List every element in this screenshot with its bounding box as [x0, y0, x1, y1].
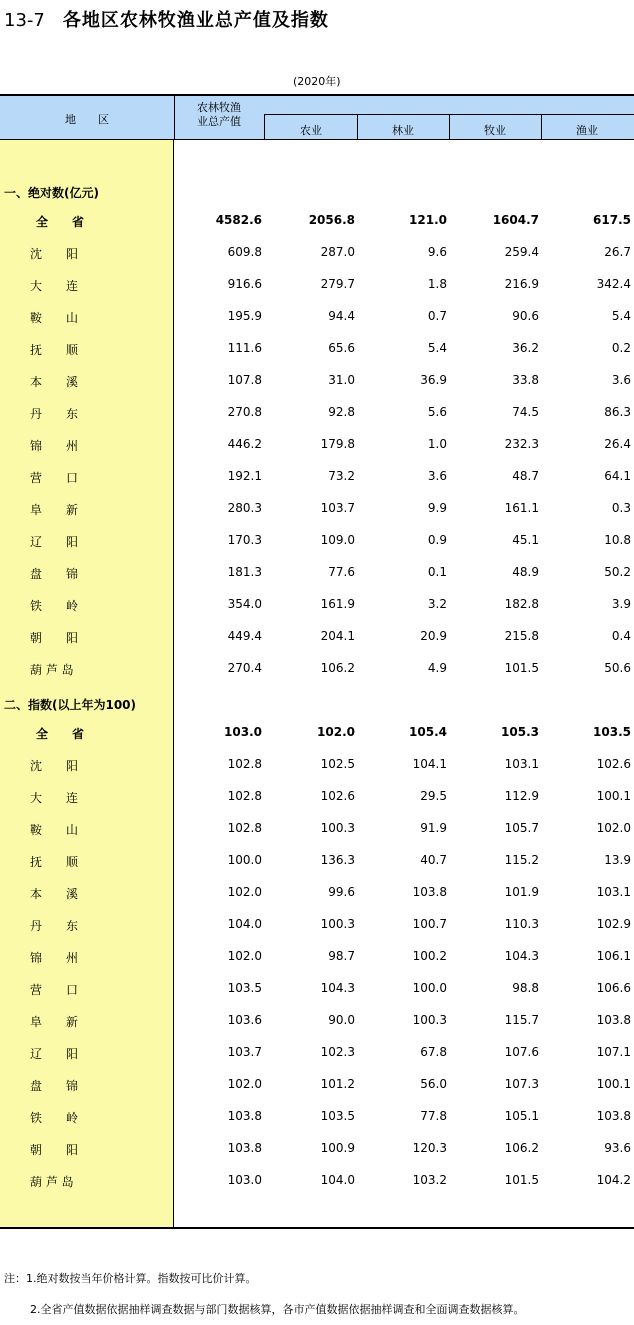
table-row — [0, 652, 634, 684]
cell-agri: 103.7 — [320, 501, 355, 515]
cell-agri: 73.2 — [328, 469, 355, 483]
region-name: 辽 阳 — [30, 535, 79, 549]
region-name: 本 溪 — [30, 375, 79, 389]
table-row — [0, 812, 634, 844]
region-name: 阜 新 — [30, 503, 79, 517]
cell-fish: 13.9 — [604, 853, 631, 867]
cell-agri: 100.3 — [320, 821, 355, 835]
table-row — [0, 1004, 634, 1036]
cell-fish: 617.5 — [593, 213, 631, 227]
cell-fish: 106.6 — [596, 981, 631, 995]
cell-total: 107.8 — [227, 373, 262, 387]
cell-total: 270.8 — [227, 405, 262, 419]
cell-agri: 101.2 — [320, 1077, 355, 1091]
table-row — [0, 940, 634, 972]
cell-agri: 103.5 — [320, 1109, 355, 1123]
table-row — [0, 524, 634, 556]
note-2: 2.全省产值数据依据抽样调查数据与部门数据核算，各市产值数据依据抽样调查和全面调查数据核算。 — [30, 1303, 525, 1316]
cell-fish: 104.2 — [596, 1173, 631, 1187]
header-total-line2: 业总产值 — [197, 115, 241, 128]
cell-total: 446.2 — [227, 437, 262, 451]
cell-animal: 216.9 — [504, 277, 539, 291]
region-name: 全 省 — [36, 215, 85, 229]
cell-forest: 9.9 — [427, 501, 447, 515]
cell-agri: 90.0 — [328, 1013, 355, 1027]
cell-animal: 107.6 — [504, 1045, 539, 1059]
cell-forest: 104.1 — [412, 757, 447, 771]
cell-fish: 26.4 — [604, 437, 631, 451]
table-row — [0, 876, 634, 908]
region-name: 葫 芦 岛 — [30, 663, 74, 677]
cell-agri: 94.4 — [328, 309, 355, 323]
region-name: 朝 阳 — [30, 1143, 79, 1157]
region-name: 盘 锦 — [30, 1079, 79, 1093]
region-name: 营 口 — [30, 471, 79, 485]
cell-agri: 104.0 — [320, 1173, 355, 1187]
cell-fish: 10.8 — [604, 533, 631, 547]
cell-forest: 120.3 — [412, 1141, 447, 1155]
table-row — [0, 492, 634, 524]
cell-fish: 103.8 — [596, 1109, 631, 1123]
region-name: 朝 阳 — [30, 631, 79, 645]
cell-total: 192.1 — [227, 469, 262, 483]
cell-agri: 104.3 — [320, 981, 355, 995]
region-name: 阜 新 — [30, 1015, 79, 1029]
cell-total: 916.6 — [227, 277, 262, 291]
cell-fish: 100.1 — [596, 789, 631, 803]
cell-fish: 50.2 — [604, 565, 631, 579]
cell-fish: 5.4 — [611, 309, 631, 323]
cell-agri: 102.5 — [320, 757, 355, 771]
cell-agri: 109.0 — [320, 533, 355, 547]
header-agriculture: 农业 — [300, 124, 322, 137]
cell-fish: 0.3 — [611, 501, 631, 515]
section-label: 二、指数(以上年为100) — [4, 698, 137, 712]
region-name: 铁 岭 — [30, 1111, 79, 1125]
cell-total: 195.9 — [227, 309, 262, 323]
cell-total: 104.0 — [227, 917, 262, 931]
table-row — [0, 1164, 634, 1196]
cell-forest: 100.7 — [412, 917, 447, 931]
cell-agri: 102.0 — [317, 725, 355, 739]
cell-animal: 98.8 — [512, 981, 539, 995]
cell-fish: 93.6 — [604, 1141, 631, 1155]
table-row — [0, 1100, 634, 1132]
table-number: 13-7 — [4, 10, 45, 31]
cell-total: 449.4 — [227, 629, 262, 643]
cell-total: 103.8 — [227, 1109, 262, 1123]
table-row — [0, 908, 634, 940]
cell-agri: 92.8 — [328, 405, 355, 419]
cell-fish: 102.6 — [596, 757, 631, 771]
cell-forest: 0.9 — [427, 533, 447, 547]
cell-agri: 31.0 — [328, 373, 355, 387]
cell-forest: 77.8 — [420, 1109, 447, 1123]
cell-total: 103.5 — [227, 981, 262, 995]
cell-animal: 104.3 — [504, 949, 539, 963]
cell-forest: 0.7 — [427, 309, 447, 323]
region-name: 抚 顺 — [30, 855, 79, 869]
cell-agri: 106.2 — [320, 661, 355, 675]
cell-animal: 33.8 — [512, 373, 539, 387]
cell-animal: 105.7 — [504, 821, 539, 835]
cell-agri: 287.0 — [320, 245, 355, 259]
table-row — [0, 268, 634, 300]
table-row — [0, 1036, 634, 1068]
cell-fish: 103.8 — [596, 1013, 631, 1027]
cell-total: 103.7 — [227, 1045, 262, 1059]
table-row — [0, 556, 634, 588]
cell-forest: 0.1 — [427, 565, 447, 579]
cell-animal: 101.9 — [504, 885, 539, 899]
region-name: 丹 东 — [30, 919, 79, 933]
region-name: 沈 阳 — [30, 247, 79, 261]
cell-animal: 48.7 — [512, 469, 539, 483]
cell-fish: 102.9 — [596, 917, 631, 931]
cell-animal: 107.3 — [504, 1077, 539, 1091]
region-name: 营 口 — [30, 983, 79, 997]
cell-fish: 106.1 — [596, 949, 631, 963]
region-name: 大 连 — [30, 791, 79, 805]
cell-fish: 342.4 — [596, 277, 631, 291]
cell-fish: 0.4 — [611, 629, 631, 643]
header-fishery: 渔业 — [576, 124, 598, 137]
header-total — [176, 101, 262, 129]
region-name: 本 溪 — [30, 887, 79, 901]
cell-total: 103.0 — [227, 1173, 262, 1187]
region-name: 鞍 山 — [30, 823, 79, 837]
cell-total: 102.8 — [227, 789, 262, 803]
cell-animal: 112.9 — [504, 789, 539, 803]
region-name: 辽 阳 — [30, 1047, 79, 1061]
table-row — [0, 780, 634, 812]
header-region: 地 区 — [65, 113, 109, 126]
cell-fish: 102.0 — [596, 821, 631, 835]
cell-fish: 26.7 — [604, 245, 631, 259]
cell-animal: 45.1 — [512, 533, 539, 547]
cell-animal: 161.1 — [504, 501, 539, 515]
region-name: 沈 阳 — [30, 759, 79, 773]
cell-forest: 4.9 — [427, 661, 447, 675]
cell-forest: 67.8 — [420, 1045, 447, 1059]
cell-fish: 3.9 — [611, 597, 631, 611]
cell-animal: 115.2 — [504, 853, 539, 867]
cell-total: 270.4 — [227, 661, 262, 675]
cell-animal: 103.1 — [504, 757, 539, 771]
region-name: 丹 东 — [30, 407, 79, 421]
region-name: 盘 锦 — [30, 567, 79, 581]
region-name: 大 连 — [30, 279, 79, 293]
cell-animal: 182.8 — [504, 597, 539, 611]
cell-animal: 105.3 — [501, 725, 539, 739]
cell-fish: 103.1 — [596, 885, 631, 899]
region-name: 全 省 — [36, 727, 85, 741]
cell-forest: 1.0 — [427, 437, 447, 451]
cell-fish: 3.6 — [611, 373, 631, 387]
cell-total: 103.8 — [227, 1141, 262, 1155]
cell-agri: 65.6 — [328, 341, 355, 355]
region-name: 葫 芦 岛 — [30, 1175, 74, 1189]
cell-forest: 56.0 — [420, 1077, 447, 1091]
header-animal: 牧业 — [484, 124, 506, 137]
cell-total: 102.8 — [227, 821, 262, 835]
cell-agri: 100.9 — [320, 1141, 355, 1155]
cell-total: 103.0 — [224, 725, 262, 739]
table-row — [0, 588, 634, 620]
cell-agri: 279.7 — [320, 277, 355, 291]
cell-forest: 105.4 — [409, 725, 447, 739]
cell-animal: 259.4 — [504, 245, 539, 259]
cell-forest: 121.0 — [409, 213, 447, 227]
cell-fish: 64.1 — [604, 469, 631, 483]
cell-agri: 98.7 — [328, 949, 355, 963]
cell-forest: 5.6 — [427, 405, 447, 419]
cell-total: 103.6 — [227, 1013, 262, 1027]
cell-agri: 77.6 — [328, 565, 355, 579]
region-name: 锦 州 — [30, 439, 79, 453]
cell-forest: 36.9 — [420, 373, 447, 387]
table-row — [0, 1132, 634, 1164]
cell-animal: 106.2 — [504, 1141, 539, 1155]
table-row — [0, 204, 634, 236]
cell-forest: 91.9 — [420, 821, 447, 835]
cell-total: 100.0 — [227, 853, 262, 867]
cell-forest: 40.7 — [420, 853, 447, 867]
cell-animal: 105.1 — [504, 1109, 539, 1123]
cell-agri: 161.9 — [320, 597, 355, 611]
header-total-line1: 农林牧渔 — [197, 101, 241, 114]
cell-forest: 20.9 — [420, 629, 447, 643]
cell-total: 102.0 — [227, 1077, 262, 1091]
cell-total: 280.3 — [227, 501, 262, 515]
cell-total: 102.0 — [227, 885, 262, 899]
cell-agri: 2056.8 — [308, 213, 355, 227]
cell-agri: 204.1 — [320, 629, 355, 643]
table-row — [0, 332, 634, 364]
cell-agri: 102.3 — [320, 1045, 355, 1059]
cell-total: 609.8 — [227, 245, 262, 259]
cell-forest: 100.3 — [412, 1013, 447, 1027]
cell-forest: 103.8 — [412, 885, 447, 899]
table-row — [0, 620, 634, 652]
cell-total: 102.0 — [227, 949, 262, 963]
page-title — [4, 6, 329, 32]
cell-animal: 90.6 — [512, 309, 539, 323]
table-row — [0, 844, 634, 876]
cell-animal: 101.5 — [504, 661, 539, 675]
table-title: 各地区农林牧渔业总产值及指数 — [62, 10, 329, 31]
cell-fish: 0.2 — [611, 341, 631, 355]
table-row — [0, 236, 634, 268]
note-1: 注：1.绝对数按当年价格计算。指数按可比价计算。 — [4, 1272, 257, 1285]
cell-forest: 100.0 — [412, 981, 447, 995]
header-divider — [174, 96, 175, 140]
cell-animal: 74.5 — [512, 405, 539, 419]
table-row — [0, 364, 634, 396]
cell-fish: 107.1 — [596, 1045, 631, 1059]
table-header — [0, 94, 634, 140]
cell-forest: 9.6 — [427, 245, 447, 259]
cell-forest: 3.6 — [427, 469, 447, 483]
cell-animal: 215.8 — [504, 629, 539, 643]
cell-animal: 232.3 — [504, 437, 539, 451]
cell-total: 4582.6 — [215, 213, 262, 227]
cell-total: 181.3 — [227, 565, 262, 579]
cell-agri: 100.3 — [320, 917, 355, 931]
cell-animal: 1604.7 — [492, 213, 539, 227]
cell-animal: 115.7 — [504, 1013, 539, 1027]
region-name: 抚 顺 — [30, 343, 79, 357]
table-row — [0, 748, 634, 780]
cell-forest: 1.8 — [427, 277, 447, 291]
region-name: 铁 岭 — [30, 599, 79, 613]
cell-total: 102.8 — [227, 757, 262, 771]
cell-fish: 100.1 — [596, 1077, 631, 1091]
year-label: (2020年) — [293, 75, 341, 88]
cell-forest: 103.2 — [412, 1173, 447, 1187]
region-name: 锦 州 — [30, 951, 79, 965]
cell-agri: 99.6 — [328, 885, 355, 899]
table-bottom-rule — [0, 1227, 634, 1229]
table-row — [0, 428, 634, 460]
cell-forest: 29.5 — [420, 789, 447, 803]
cell-animal: 36.2 — [512, 341, 539, 355]
cell-animal: 48.9 — [512, 565, 539, 579]
cell-agri: 136.3 — [320, 853, 355, 867]
cell-forest: 5.4 — [427, 341, 447, 355]
cell-animal: 101.5 — [504, 1173, 539, 1187]
table-row — [0, 1068, 634, 1100]
cell-fish: 103.5 — [593, 725, 631, 739]
cell-fish: 86.3 — [604, 405, 631, 419]
section-label: 一、绝对数(亿元) — [4, 186, 99, 200]
cell-agri: 179.8 — [320, 437, 355, 451]
cell-forest: 100.2 — [412, 949, 447, 963]
cell-total: 354.0 — [227, 597, 262, 611]
table-row — [0, 716, 634, 748]
cell-forest: 3.2 — [427, 597, 447, 611]
cell-total: 111.6 — [227, 341, 262, 355]
table-row — [0, 460, 634, 492]
table-row — [0, 972, 634, 1004]
table-row — [0, 396, 634, 428]
cell-animal: 110.3 — [504, 917, 539, 931]
table-row — [0, 300, 634, 332]
cell-agri: 102.6 — [320, 789, 355, 803]
cell-fish: 50.6 — [604, 661, 631, 675]
header-forestry: 林业 — [392, 124, 414, 137]
region-name: 鞍 山 — [30, 311, 79, 325]
cell-total: 170.3 — [227, 533, 262, 547]
